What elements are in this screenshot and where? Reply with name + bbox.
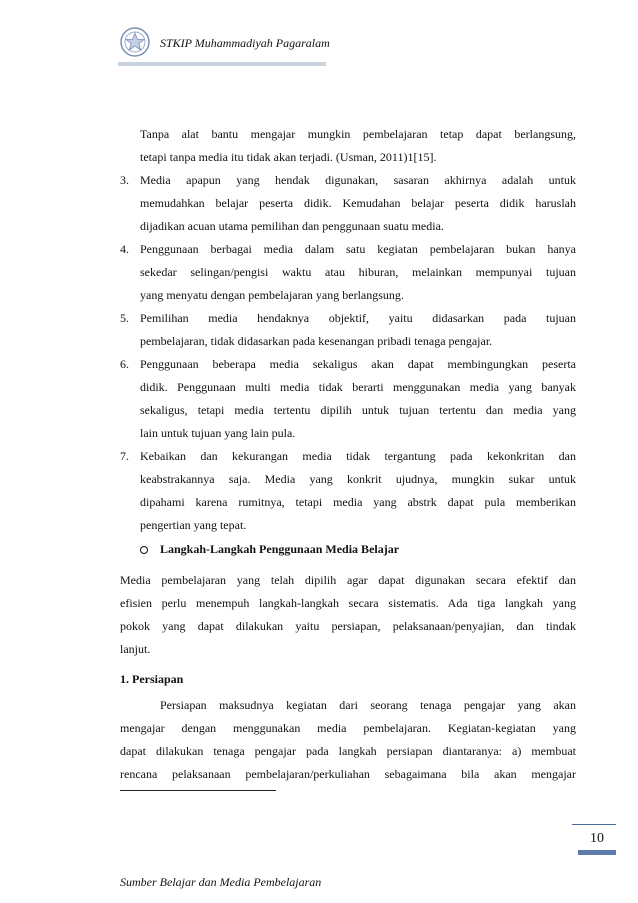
page-number-rule [572, 824, 616, 825]
list-number: 4. [120, 242, 129, 256]
list-item-line: yang menyatu dengan pembelajaran yang berlangsung. [140, 288, 404, 302]
list-item-line: sekaligus, tetapi media tertentu dipilih untuk tujuan tertentu dan media yang [140, 403, 576, 417]
institution-logo [120, 27, 150, 57]
paragraph-line: Persiapan maksudnya kegiatan dari seorang tenaga pengajar yang akan [160, 698, 576, 712]
continuation-line: tetapi tanpa media itu tidak akan terjadi. (Usman, 2011)1[15]. [140, 150, 437, 164]
header-title: STKIP Muhammadiyah Pagaralam [160, 36, 330, 50]
paragraph-line: lanjut. [120, 642, 151, 656]
paragraph-line: efisien perlu menempuh langkah-langkah secara sistematis. Ada tiga langkah yang [120, 596, 576, 610]
list-item-line: lain untuk tujuan yang lain pula. [140, 426, 296, 440]
page-number-bar [578, 850, 616, 855]
subheading: 1. Persiapan [120, 672, 184, 686]
list-item-line: didik. Penggunaan multi media tidak berarti menggunakan media yang banyak [140, 380, 576, 394]
list-item-line: Media apapun yang hendak digunakan, sasaran akhirnya adalah untuk [140, 173, 576, 187]
section-heading: Langkah-Langkah Penggunaan Media Belajar [160, 542, 400, 556]
list-item-line: Penggunaan berbagai media dalam satu kegiatan pembelajaran bukan hanya [140, 242, 576, 256]
list-number: 5. [120, 311, 129, 325]
paragraph-line: rencana pelaksanaan pembelajaran/perkuliahan sebagaimana bila akan mengajar [120, 767, 576, 781]
list-number: 3. [120, 173, 129, 187]
paragraph-line: pokok yang dapat dilakukan yaitu persiapan, pelaksanaan/penyajian, dan tindak [120, 619, 576, 633]
list-item-line: dipahami karena rumitnya, tetapi media yang abstrk dapat pula memberikan [140, 495, 576, 509]
list-item-line: memudahkan belajar peserta didik. Kemudahan belajar peserta didik haruslah [140, 196, 576, 210]
footnote-separator [120, 790, 276, 791]
list-item-line: sekedar selingan/pengisi waktu atau hiburan, melainkan mempunyai tujuan [140, 265, 576, 279]
paragraph-line: dapat dilakukan tenaga pengajar pada langkah persiapan diantaranya: a) membuat [120, 744, 576, 758]
list-item-line: keabstrakannya saja. Media yang konkrit ujudnya, mungkin sukar untuk [140, 472, 576, 486]
list-item-line: Penggunaan beberapa media sekaligus akan dapat membingungkan peserta [140, 357, 576, 371]
hollow-bullet-icon [140, 546, 148, 554]
paragraph-line: mengajar dengan menggunakan media pembelajaran. Kegiatan-kegiatan yang [120, 721, 576, 735]
list-number: 6. [120, 357, 129, 371]
list-item-line: Kebaikan dan kekurangan media tidak tergantung pada kekonkritan dan [140, 449, 576, 463]
list-number: 7. [120, 449, 129, 463]
paragraph-line: Media pembelajaran yang telah dipilih agar dapat digunakan secara efektif dan [120, 573, 576, 587]
list-item-line: Pemilihan media hendaknya objektif, yaitu didasarkan pada tujuan [140, 311, 576, 325]
continuation-line: Tanpa alat bantu mengajar mungkin pembelajaran tetap dapat berlangsung, [140, 127, 576, 141]
page-number: 10 [590, 831, 604, 846]
list-item-line: dijadikan acuan utama pemilihan dan penggunaan suatu media. [140, 219, 444, 233]
header-rule [118, 62, 326, 66]
list-item-line: pembelajaran, tidak didasarkan pada kesenangan pribadi tenaga pengajar. [140, 334, 493, 348]
footer-title: Sumber Belajar dan Media Pembelajaran [120, 875, 322, 889]
list-item-line: pengertian yang tepat. [140, 518, 247, 532]
